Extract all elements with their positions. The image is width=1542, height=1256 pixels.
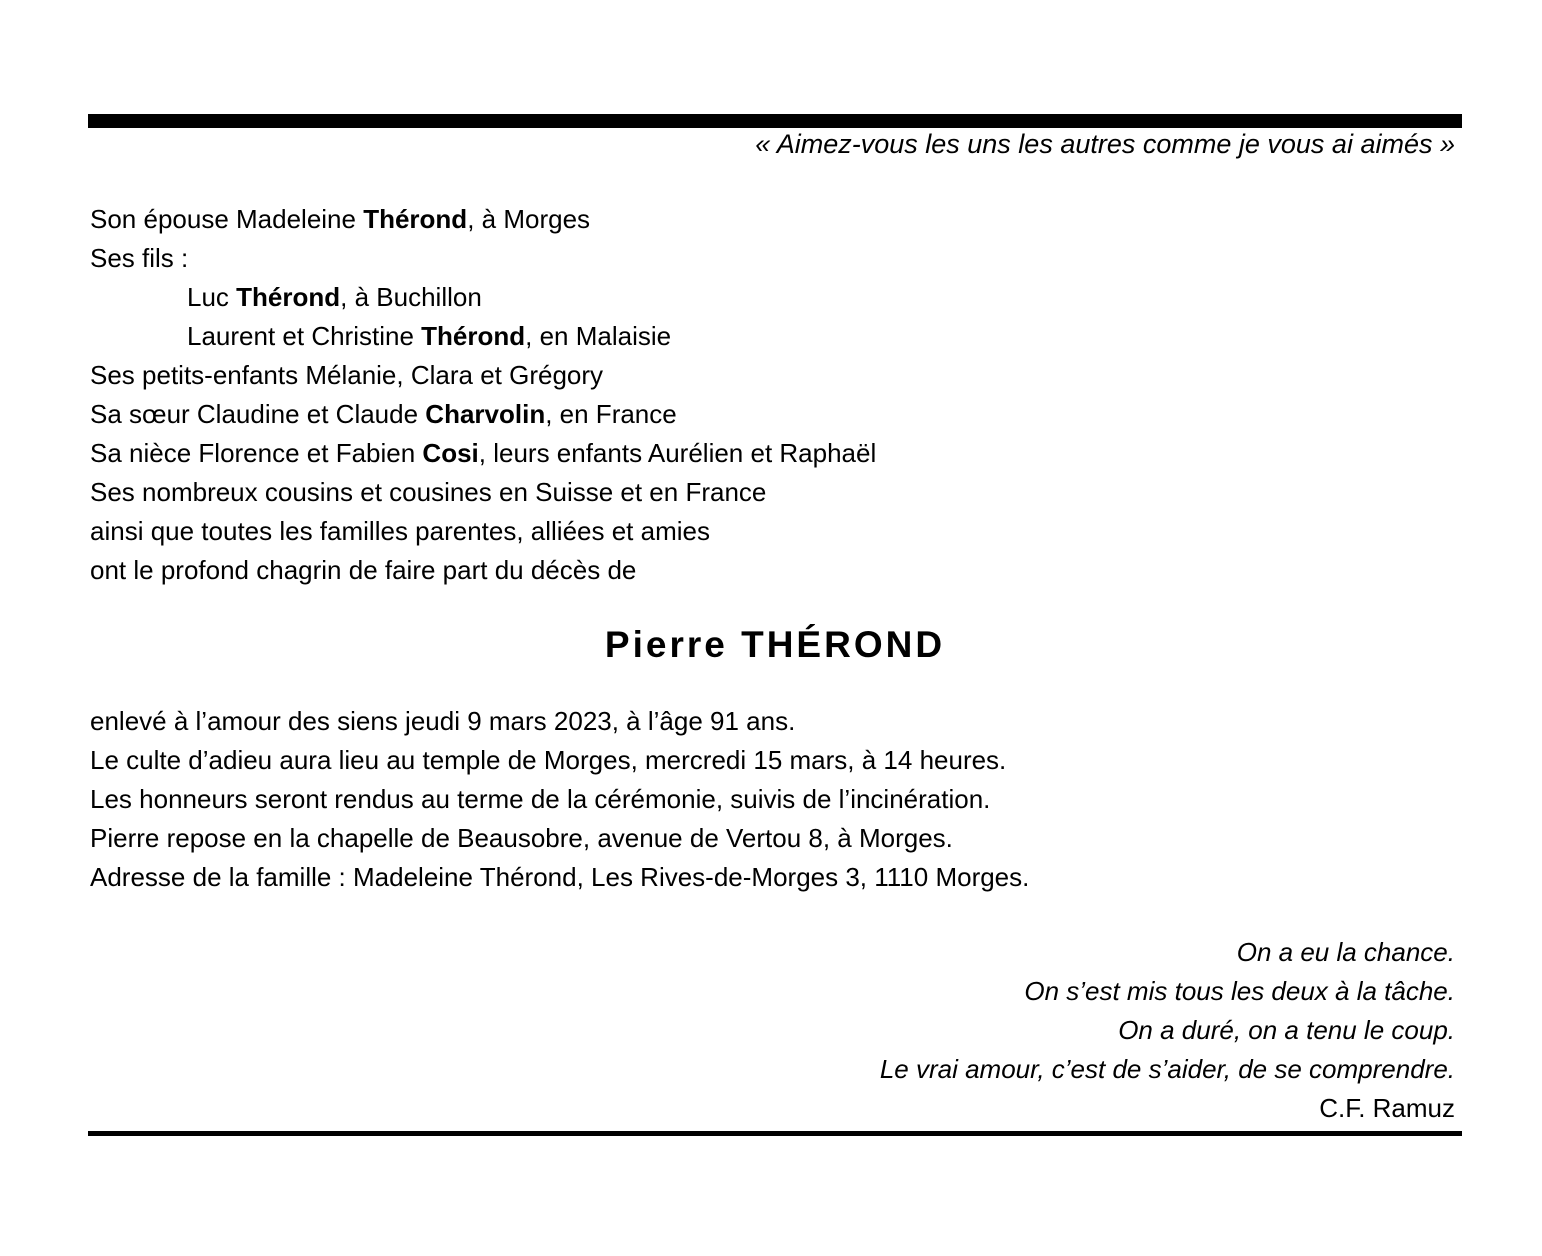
family-line-text: ont le profond chagrin de faire part du décès de [90,555,637,585]
family-name-bold: Thérond [363,204,468,234]
poem-block [880,933,1455,1128]
detail-line: Adresse de la famille : Madeleine Thérond, Les Rives-de-Morges 3, 1110 Morges. [90,862,1030,892]
family-name-bold: Thérond [236,282,341,312]
poem-line: Le vrai amour, c’est de s’aider, de se comprendre. [879,1054,1455,1084]
family-line-text: Sa sœur Claudine et Claude [90,399,426,429]
family-line-text: Ses fils : [90,243,189,273]
family-line [90,356,876,395]
family-line-text: , à Morges [467,204,591,234]
bottom-divider-rule [88,1131,1462,1136]
family-line [90,434,876,473]
detail-line: Pierre repose en la chapelle de Beausobre, avenue de Vertou 8, à Morges. [90,823,953,853]
family-line [90,395,876,434]
family-name-bold: Cosi [422,438,479,468]
family-name-bold: Thérond [421,321,526,351]
family-line-text: Sa nièce Florence et Fabien [90,438,423,468]
family-line-text: , en France [545,399,677,429]
family-line [90,317,876,356]
family-list [90,200,876,590]
poem-attribution: C.F. Ramuz [1319,1093,1455,1123]
family-line-text: Luc [187,282,237,312]
poem-line: On s’est mis tous les deux à la tâche. [1024,976,1455,1006]
family-name-bold: Charvolin [425,399,546,429]
deceased-name: Pierre THÉROND [604,624,946,665]
family-line [90,512,876,551]
family-line-text: Son épouse Madeleine [90,204,364,234]
family-line-text: ainsi que toutes les familles parentes, alliées et amies [90,516,710,546]
family-line [90,551,876,590]
family-line-text: Laurent et Christine [187,321,422,351]
family-line-text: , à Buchillon [340,282,482,312]
family-line-text: , leurs enfants Aurélien et Raphaël [478,438,877,468]
poem-line: On a duré, on a tenu le coup. [1118,1015,1455,1045]
detail-line: enlevé à l’amour des siens jeudi 9 mars 2023, à l’âge 91 ans. [90,706,796,736]
family-line [90,473,876,512]
family-line-text: Ses nombreux cousins et cousines en Suisse et en France [90,477,767,507]
announcement-details [90,702,1029,897]
family-line-text: Ses petits-enfants Mélanie, Clara et Grégory [90,360,604,390]
top-divider-rule [88,114,1462,128]
detail-line: Le culte d’adieu aura lieu au temple de Morges, mercredi 15 mars, à 14 heures. [90,745,1007,775]
family-line [90,278,876,317]
family-line [90,200,876,239]
detail-line: Les honneurs seront rendus au terme de la cérémonie, suivis de l’incinération. [90,784,991,814]
family-line-text: , en Malaisie [525,321,672,351]
epigraph-quote: « Aimez-vous les uns les autres comme je vous ai aimés » [755,129,1455,159]
family-line [90,239,876,278]
poem-line: On a eu la chance. [1236,937,1455,967]
